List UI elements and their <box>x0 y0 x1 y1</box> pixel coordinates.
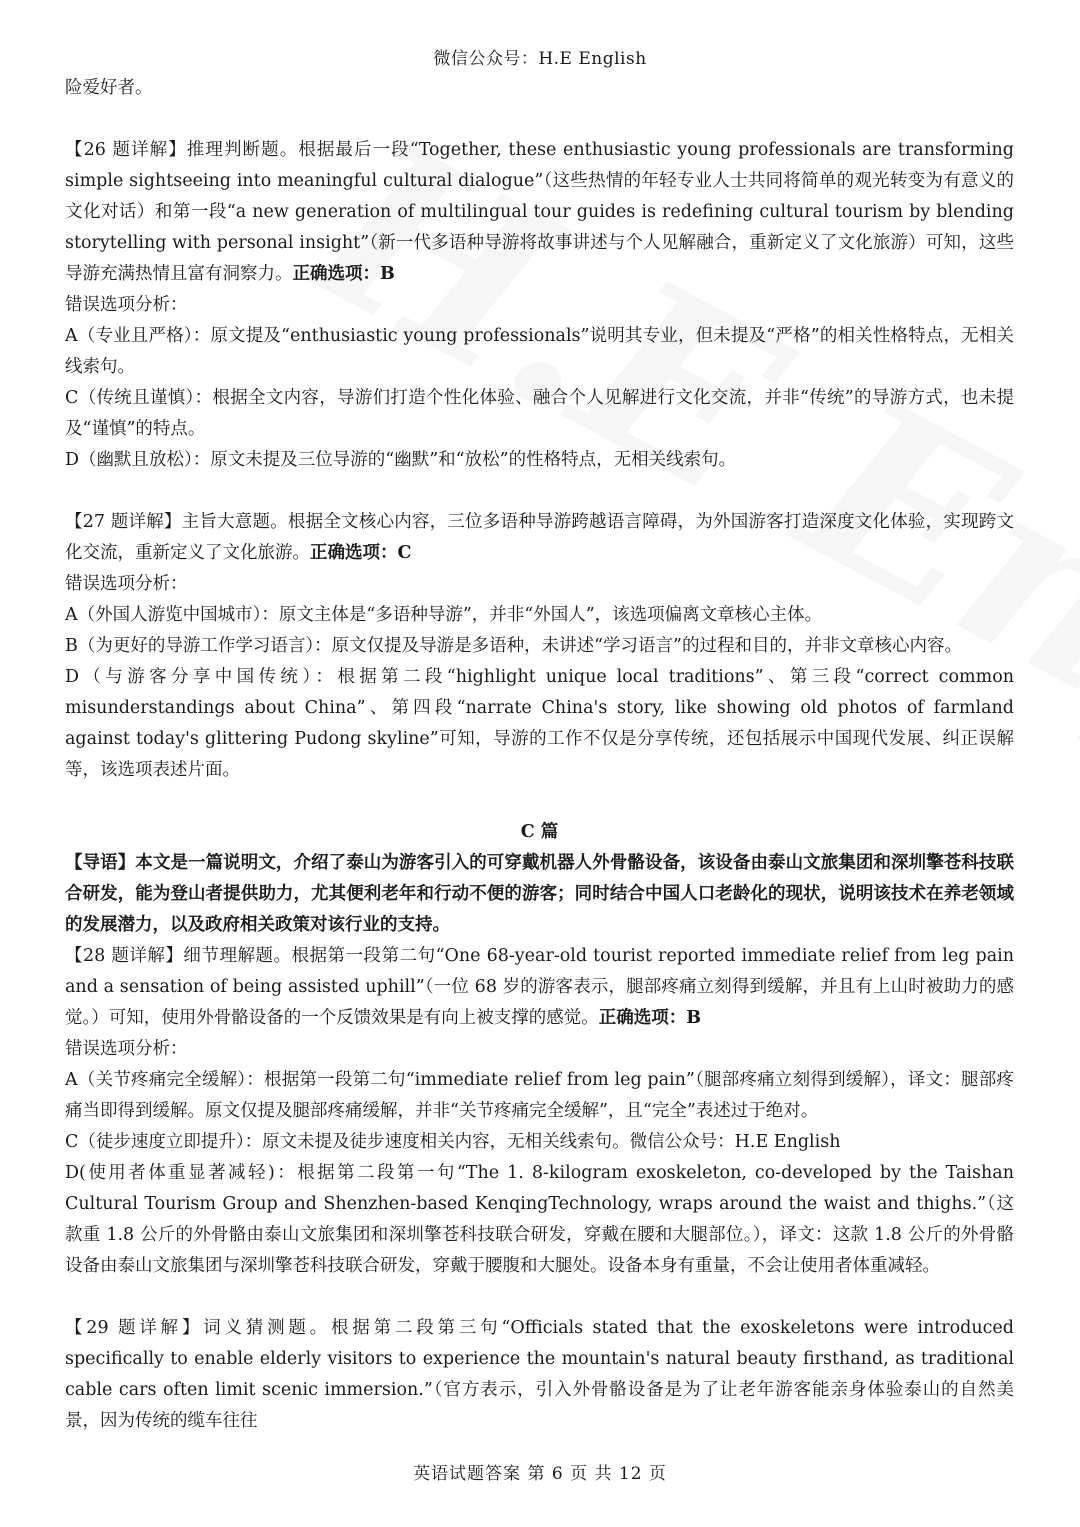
section-title <box>65 817 1014 848</box>
paragraph-text: A（专业且严格）：原文提及“enthusiastic young professionals”说明其专业，但未提及“严格”的相关性格特点，无相关线索句。 <box>65 326 1014 377</box>
paragraph <box>65 73 1014 104</box>
paragraph <box>65 1065 1014 1127</box>
correct-answer: 正确选项：C <box>310 543 412 563</box>
paragraph-gap <box>65 476 1014 507</box>
page-footer: 英语试题答案 第 6 页 共 12 页 <box>413 1464 667 1484</box>
paragraph <box>65 445 1014 476</box>
paragraph-text: 险爱好者。 <box>65 78 153 98</box>
paragraph <box>65 1313 1014 1437</box>
document-body <box>65 73 1014 1437</box>
paragraph <box>65 941 1014 1034</box>
paragraph-text: B（为更好的导游工作学习语言）：原文仅提及导游是多语种，未讲述“学习语言”的过程和目的，并非文章核心内容。 <box>65 636 962 656</box>
paragraph-gap <box>65 104 1014 135</box>
paragraph-gap <box>65 786 1014 817</box>
paragraph-text: 【27 题详解】主旨大意题。根据全文核心内容，三位多语种导游跨越语言障碍，为外国游客打造深度文化体验，实现跨文化交流，重新定义了文化旅游。 <box>65 512 1014 563</box>
paragraph <box>65 631 1014 662</box>
paragraph <box>65 507 1014 569</box>
paragraph-text: 【29 题详解】词义猜测题。根据第二段第三句“Officials stated that the exoskeletons were introduced specifically to enable elderly visitors to experience the mountain's natural beauty firsthand, as traditional cable cars often limit scenic immersion.”（官方表示，引入外骨骼设备是为了让老年游客能亲身体验泰山的自然美景，因为传统的缆车往往 <box>65 1318 1014 1431</box>
correct-answer: 正确选项：B <box>292 264 395 284</box>
paragraph-text: 错误选项分析： <box>65 574 188 594</box>
paragraph-text: C（徒步速度立即提升）：原文未提及徒步速度相关内容，无相关线索句。微信公众号：H.E English <box>65 1132 841 1152</box>
page-header: 微信公众号：H.E English <box>433 49 647 69</box>
correct-answer: 正确选项：B <box>598 1008 702 1028</box>
paragraph-text: 【26 题详解】推理判断题。根据最后一段“Together, these enthusiastic young professionals are transforming simple sightseeing into meaningful cultural dialogue”（这些热情的年轻专业人士共同将简单的观光转变为有意义的文化对话）和第一段“a new generation of multilingual tour guides is redefining cultural tourism by blending storytelling with personal insight”（新一代多语种导游将故事讲述与个人见解融合，重新定义了文化旅游）可知，这些导游充满热情且富有洞察力。 <box>65 140 1014 284</box>
paragraph-text: C 篇 <box>520 822 559 842</box>
paragraph <box>65 600 1014 631</box>
paragraph-text: 错误选项分析： <box>65 1039 188 1059</box>
paragraph <box>65 1127 1014 1158</box>
paragraph-text: D（幽默且放松）：原文未提及三位导游的“幽默”和“放松”的性格特点，无相关线索句。 <box>65 450 737 470</box>
paragraph-text: A（外国人游览中国城市）：原文主体是“多语种导游”，并非“外国人”，该选项偏离文章核心主体。 <box>65 605 823 625</box>
paragraph <box>65 321 1014 383</box>
paragraph-text: C（传统且谨慎）：根据全文内容，导游们打造个性化体验、融合个人见解进行文化交流，并非“传统”的导游方式，也未提及“谨慎”的特点。 <box>65 388 1014 439</box>
paragraph <box>65 662 1014 786</box>
paragraph-text: 【28 题详解】细节理解题。根据第一段第二句“One 68-year-old tourist reported immediate relief from leg pain and a sensation of being assisted uphill”（一位 68 岁的游客表示，腿部疼痛立刻得到缓解，并且有上山时被助力的感觉。）可知，使用外骨骼设备的一个反馈效果是有向上被支撑的感觉。 <box>65 946 1014 1028</box>
paragraph-text: D(使用者体重显著减轻)：根据第二段第一句“The 1. 8-kilogram exoskeleton, co-developed by the Taishan Cultural Tourism Group and Shenzhen-based KenqingTechnology, wraps around the waist and thighs.”（这款重 1.8 公斤的外骨骼由泰山文旅集团和深圳擎苍科技联合研发，穿戴在腰和大腿部位。），译文：这款 1.8 公斤的外骨骼设备由泰山文旅集团与深圳擎苍科技联合研发，穿戴于腰腹和大腿处。设备本身有重量，不会让使用者体重减轻。 <box>65 1163 1014 1276</box>
paragraph-text: 错误选项分析： <box>65 295 188 315</box>
paragraph-text: 【导语】本文是一篇说明文，介绍了泰山为游客引入的可穿戴机器人外骨骼设备，该设备由泰山文旅集团和深圳擎苍科技联合研发，能为登山者提供助力，尤其便利老年和行动不便的游客；同时结合中国人口老龄化的现状，说明该技术在养老领域的发展潜力，以及政府相关政策对该行业的支持。 <box>65 853 1014 935</box>
paragraph <box>65 1158 1014 1282</box>
paragraph <box>65 848 1014 941</box>
paragraph-gap <box>65 1282 1014 1313</box>
paragraph <box>65 1034 1014 1065</box>
paragraph <box>65 383 1014 445</box>
paragraph <box>65 290 1014 321</box>
paragraph <box>65 135 1014 290</box>
paragraph-text: D（与游客分享中国传统）：根据第二段“highlight unique local traditions”、第三段“correct common misunderstandings about China”、第四段“narrate China's story, like showing old photos of farmland against today's glittering Pudong skyline”可知，导游的工作不仅是分享传统，还包括展示中国现代发展、纠正误解等，该选项表述片面。 <box>65 667 1014 780</box>
paragraph-text: A（关节疼痛完全缓解）：根据第一段第二句“immediate relief from leg pain”（腿部疼痛立刻得到缓解），译文：腿部疼痛当即得到缓解。原文仅提及腿部疼痛缓解，并非“关节疼痛完全缓解”，且“完全”表述过于绝对。 <box>65 1070 1014 1121</box>
paragraph <box>65 569 1014 600</box>
